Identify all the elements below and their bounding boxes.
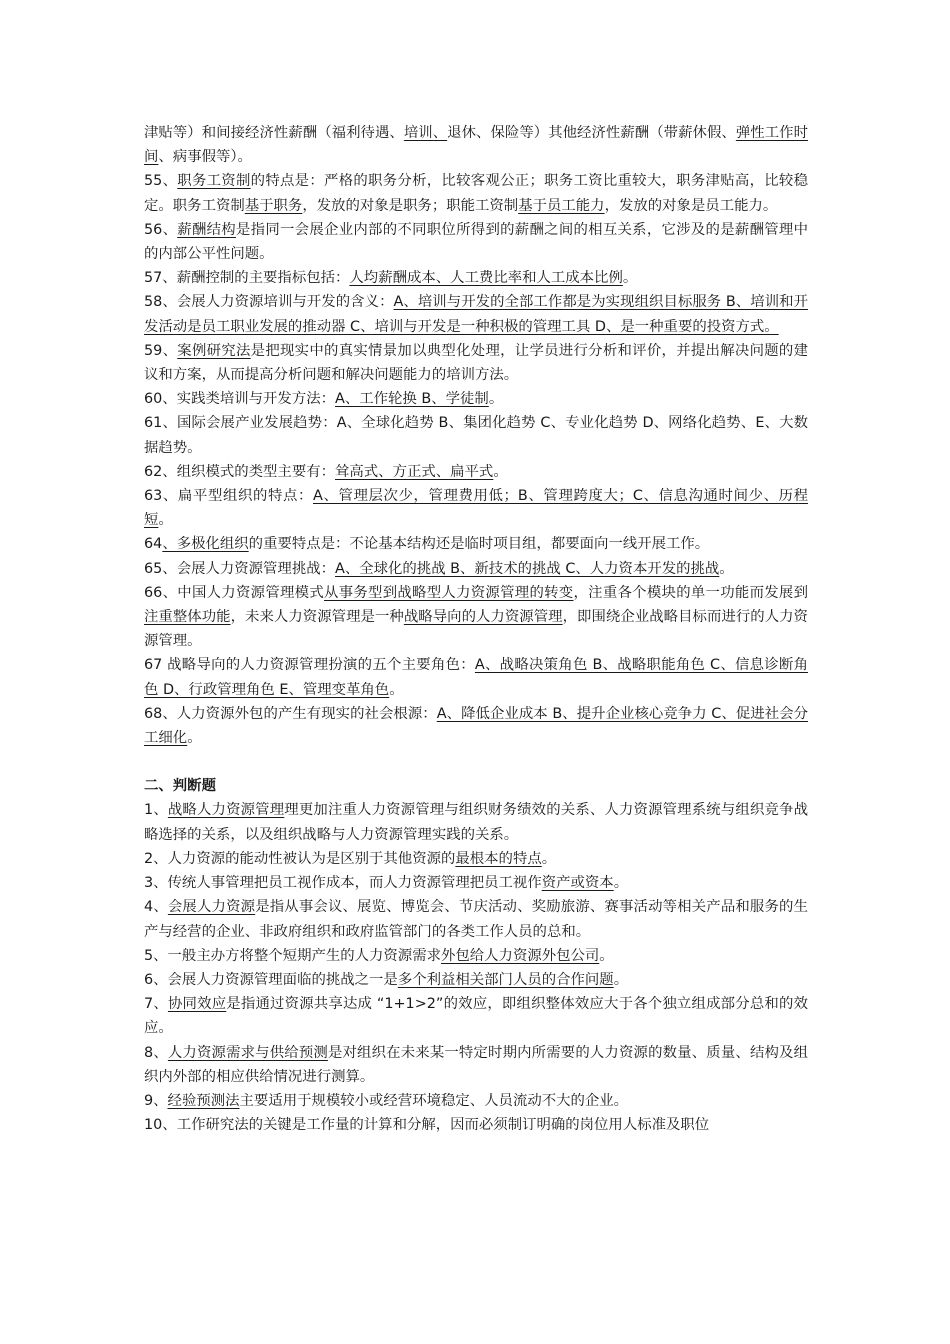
question-text: 1、 xyxy=(144,802,168,819)
question-text: 津贴等）和间接经济性薪酬（福利待遇、 xyxy=(144,125,404,141)
question-paragraph xyxy=(144,847,808,871)
question-paragraph xyxy=(144,290,808,338)
question-text: 。 xyxy=(719,560,734,577)
question-text: 。 xyxy=(389,681,404,698)
question-text: 理更加注重人力资源管理与组织财务绩效的关系、人力资源管理系统与组织竞争战略选择的关系，以及组织战略与人力资源管理实践的关系。 xyxy=(144,802,808,843)
question-paragraph xyxy=(144,968,808,992)
underlined-answer: 薪酬结构 xyxy=(177,221,236,238)
question-text: 4、 xyxy=(144,899,168,916)
underlined-answer: 基于职务 xyxy=(244,197,303,214)
question-text: 是指通过资源共享达成 “1+1>2”的效应，即组织整体效应大于各个独立组成部分总和的效应。 xyxy=(144,996,808,1037)
question-text: 8、 xyxy=(144,1044,168,1061)
underlined-answer: 战略导向的人力资源管理 xyxy=(403,609,563,626)
question-paragraph xyxy=(144,339,808,387)
question-paragraph xyxy=(144,944,808,968)
question-text: 的特点是：严格的职务分析，比较客观公正；职务工资比重较大，职务津贴高，比较稳定。职务工资制 xyxy=(144,173,808,214)
question-text: 5、一般主办方将整个短期产生的人力资源需求 xyxy=(144,947,441,964)
question-text: 。 xyxy=(187,730,202,747)
question-paragraph xyxy=(144,1089,808,1113)
question-text: 62、组织模式的类型主要有： xyxy=(144,463,335,480)
question-text: 的重要特点是：不论基本结构还是临时项目组，都要面向一线开展工作。 xyxy=(248,536,710,553)
underlined-answer: 弹性工作时间 xyxy=(144,125,808,166)
underlined-answer: A、降低企业成本 B、提升企业核心竞争力 C、促进社会分工细化 xyxy=(144,705,808,747)
fill-in-answers-section xyxy=(144,121,808,750)
question-text: 2、人力资源的能动性被认为是区别于其他资源的 xyxy=(144,850,456,867)
question-paragraph xyxy=(144,460,808,484)
question-paragraph xyxy=(144,1041,808,1089)
underlined-answer: A、培训与开发的全部工作都是为实现组织目标服务 B、培训和开发活动是员工职业发展的推动器 C、培训与开发是一种积极的管理工具 D、是一种重要的投资方式。 xyxy=(144,294,808,335)
question-text: 主要适用于规模较小或经营环境稳定、人员流动不大的企业。 xyxy=(239,1092,629,1109)
question-text: 55、 xyxy=(144,173,178,190)
underlined-answer: A、战略决策角色 B、战略职能角色 C、信息诊断角色 D、行政管理角色 E、管理变革角色 xyxy=(144,657,809,698)
question-text: 63、扁平型组织的特点： xyxy=(144,488,313,505)
underlined-answer: 案例研究法 xyxy=(177,342,251,359)
question-text: 61、国际会展产业发展趋势：A、全球化趋势 B、集团化趋势 C、专业化趋势 D、网络化趋势、E、大数据趋势。 xyxy=(144,415,808,456)
question-text: ，注重各个模块的单一功能而发展到 xyxy=(573,584,808,601)
question-text: 。 xyxy=(488,391,504,408)
question-paragraph xyxy=(144,1113,808,1137)
underlined-answer: 多个利益相关部门人员的合作问题 xyxy=(397,971,614,988)
underlined-answer: 注重整体功能 xyxy=(144,609,231,626)
question-text: 56、 xyxy=(144,221,178,238)
question-text: 是对组织在未来某一特定时期内所需要的人力资源的数量、质量、结构及组织内外部的相应供给情况进行测算。 xyxy=(144,1044,808,1085)
question-text: 。 xyxy=(493,463,508,480)
underlined-answer: 、多极化组织 xyxy=(162,536,249,553)
question-text: 66、中国人力资源管理模式 xyxy=(144,584,325,601)
question-paragraph xyxy=(144,798,808,846)
question-text: 67 战略导向的人力资源管理扮演的五个主要角色： xyxy=(144,657,475,674)
question-paragraph xyxy=(144,121,808,169)
underlined-answer: 协同效应 xyxy=(167,996,227,1013)
question-paragraph xyxy=(144,581,808,654)
underlined-answer: 从事务型到战略型人力资源管理的转变 xyxy=(324,584,574,601)
question-paragraph xyxy=(144,484,808,532)
question-text: 57、薪酬控制的主要指标包括： xyxy=(144,270,350,287)
question-paragraph xyxy=(144,557,808,581)
question-text: 。 xyxy=(599,947,614,964)
underlined-answer: 最根本的特点 xyxy=(455,850,542,867)
question-text: 68、人力资源外包的产生有现实的社会根源： xyxy=(144,705,437,722)
question-paragraph xyxy=(144,266,808,290)
underlined-answer: 耸高式、方正式、扁平式 xyxy=(335,463,494,480)
question-paragraph xyxy=(144,702,808,750)
section-gap xyxy=(144,750,808,774)
question-text: 。 xyxy=(158,512,173,529)
question-text: 是指同一会展企业内部的不同职位所得到的薪酬之间的相互关系，它涉及的是薪酬管理中的内部公平性问题。 xyxy=(144,221,808,263)
question-paragraph xyxy=(144,871,808,895)
question-text: 。 xyxy=(622,270,638,287)
underlined-answer: A、工作轮换 B、学徒制 xyxy=(335,391,489,408)
underlined-answer: 会展人力资源 xyxy=(167,899,256,916)
question-text: 6、会展人力资源管理面临的挑战之一是 xyxy=(144,971,398,988)
question-text: ，发放的对象是员工能力。 xyxy=(604,197,778,214)
question-text: 、病事假等）。 xyxy=(158,149,252,166)
true-false-section xyxy=(144,798,808,1137)
question-text: 64 xyxy=(144,536,163,553)
underlined-answer: 职务工资制 xyxy=(177,173,251,190)
question-paragraph xyxy=(144,895,808,943)
question-text: 退休、保险等）其他经济性薪酬（带薪休假、 xyxy=(447,125,736,141)
document-page xyxy=(144,121,808,1137)
question-text: 。 xyxy=(541,850,557,867)
question-text: 60、实践类培训与开发方法： xyxy=(144,391,335,408)
underlined-answer: 经验预测法 xyxy=(167,1092,240,1109)
underlined-answer: 培训、 xyxy=(403,125,448,141)
question-text: 是把现实中的真实情景加以典型化处理，让学员进行分析和评价，并提出解决问题的建议和方案，从而提高分析问题和解决问题能力的培训方法。 xyxy=(144,342,808,384)
question-text: 。 xyxy=(613,875,629,892)
question-text: ，即围绕企业战略目标而进行的人力资源管理。 xyxy=(144,609,808,650)
question-text: ，发放的对象是职务；职能工资制 xyxy=(302,197,519,214)
underlined-answer: 资产或资本 xyxy=(541,875,614,892)
question-text: 。 xyxy=(613,971,629,988)
question-text: 9、 xyxy=(144,1092,168,1109)
question-paragraph xyxy=(144,218,808,266)
question-paragraph xyxy=(144,169,808,217)
question-text: 3、传统人事管理把员工视作成本，而人力资源管理把员工视作 xyxy=(144,875,542,892)
underlined-answer: 人力资源需求与供给预测 xyxy=(167,1044,328,1061)
question-text: 58、会展人力资源培训与开发的含义： xyxy=(144,294,394,311)
underlined-answer: 基于员工能力 xyxy=(518,197,605,214)
question-paragraph xyxy=(144,387,808,411)
section-heading: 二、判断题 xyxy=(144,778,216,795)
question-paragraph xyxy=(144,653,808,701)
question-paragraph xyxy=(144,532,808,556)
underlined-answer: 人均薪酬成本、人工费比率和人工成本比例 xyxy=(349,270,623,287)
underlined-answer: A、管理层次少，管理费用低；B、管理跨度大；C、信息沟通时间少、历程短 xyxy=(144,488,808,529)
question-text: 59、 xyxy=(144,342,178,359)
question-text: 是指从事会议、展览、博览会、节庆活动、奖励旅游、赛事活动等相关产品和服务的生产与经营的企业、非政府组织和政府监管部门的各类工作人员的总和。 xyxy=(144,899,808,940)
question-paragraph xyxy=(144,992,808,1040)
underlined-answer: 外包给人力资源外包公司 xyxy=(440,947,600,964)
question-text: ，未来人力资源管理是一种 xyxy=(230,609,404,626)
question-paragraph xyxy=(144,411,808,459)
underlined-answer: 战略人力资源管理 xyxy=(167,802,285,819)
question-text: 10、工作研究法的关键是工作量的计算和分解，因而必须制订明确的岗位用人标准及职位 xyxy=(144,1117,710,1134)
question-text: 7、 xyxy=(144,996,168,1013)
question-text: 65、会展人力资源管理挑战： xyxy=(144,560,335,577)
underlined-answer: A、全球化的挑战 B、新技术的挑战 C、人力资本开发的挑战 xyxy=(335,560,720,577)
